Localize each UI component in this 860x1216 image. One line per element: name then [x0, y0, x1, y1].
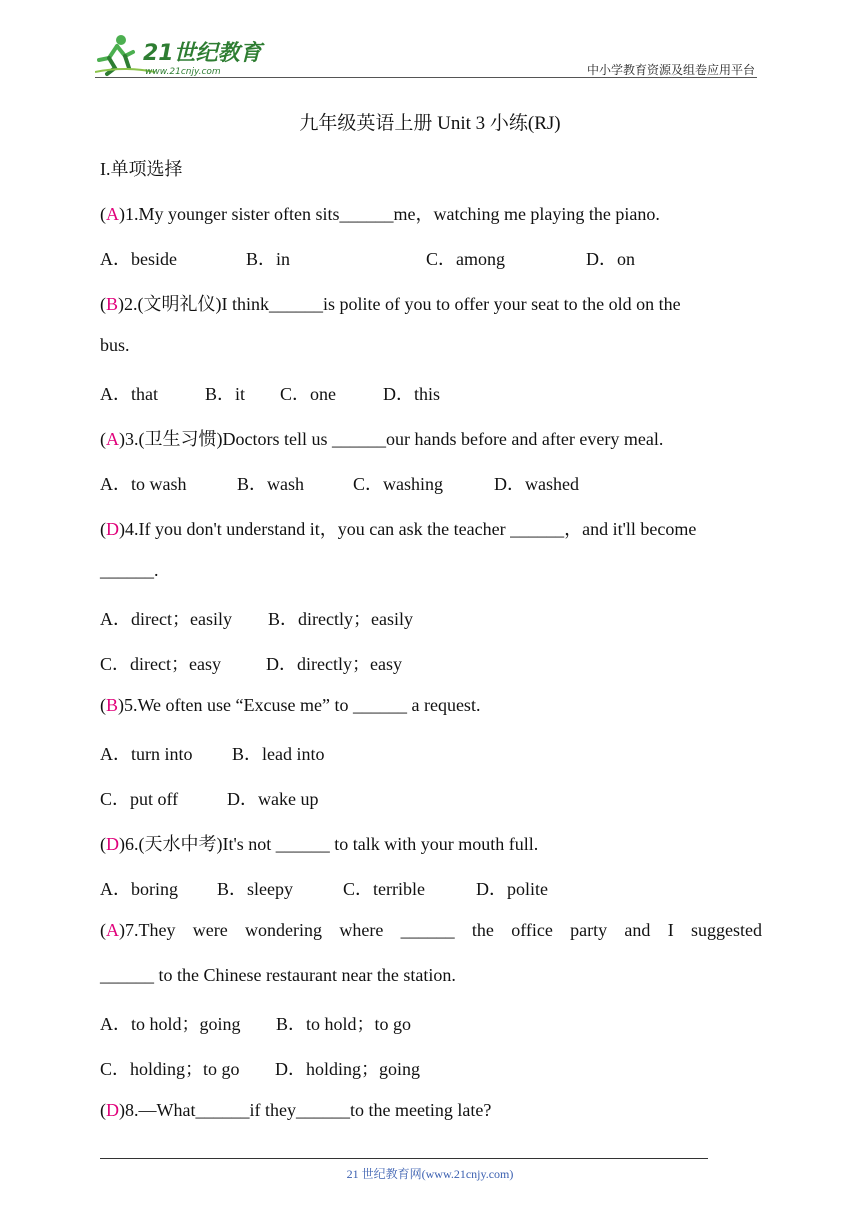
question-4-options-row1 [100, 605, 762, 631]
question-2-options [100, 380, 762, 406]
question-2-continuation: bus. [100, 335, 130, 355]
question-1: (A)1.My younger sister often sits______me，watching me playing the piano. [100, 204, 660, 224]
question-5: (B)5.We often use “Excuse me” to ______ a request. [100, 695, 481, 715]
answer-key: A [106, 204, 119, 224]
question-7-options-row1 [100, 1010, 762, 1036]
question-1-options [100, 245, 762, 271]
question-4-options-row2 [100, 650, 762, 676]
option-d: D．holding；going [275, 1059, 421, 1079]
question-2: (B)2.(文明礼仪)I think______is polite of you to offer your seat to the old on the [100, 294, 681, 314]
question-4-continuation: ______. [100, 560, 159, 580]
section-heading: I.单项选择 [100, 159, 183, 179]
option-d: D．directly；easy [266, 654, 402, 674]
svg-text:www.21cnjy.com: www.21cnjy.com [145, 67, 221, 77]
question-text: )3.(卫生习惯)Doctors tell us ______our hands before and after every meal. [119, 429, 664, 449]
question-text: )1.My younger sister often sits______me，watching me playing the piano. [119, 204, 660, 224]
question-6: (D)6.(天水中考)It's not ______ to talk with your mouth full. [100, 834, 539, 854]
answer-key: D [106, 519, 119, 539]
answer-key: A [106, 429, 119, 449]
option-a: A．direct；easily [100, 609, 232, 629]
option-c: C．terrible [343, 879, 425, 899]
answer-key: D [106, 1100, 119, 1120]
option-a: A．to hold；going [100, 1014, 241, 1034]
option-a: A．turn into [100, 744, 193, 764]
option-b: B．it [205, 384, 246, 404]
question-5-options-row2 [100, 785, 762, 811]
option-a: A．boring [100, 879, 178, 899]
svg-text:21世纪教育: 21世纪教育 [143, 41, 262, 66]
option-d: D．this [383, 384, 441, 404]
footer-source: 21 世纪教育网(www.21cnjy.com) [346, 1167, 514, 1181]
option-b: B．directly；easily [268, 609, 413, 629]
question-5-options-row1 [100, 740, 762, 766]
option-c: C．among [426, 249, 505, 269]
question-7-options-row2 [100, 1055, 762, 1081]
answer-key: D [106, 834, 119, 854]
question-3-options [100, 470, 762, 496]
option-c: C．put off [100, 789, 179, 809]
option-c: C．holding；to go [100, 1059, 240, 1079]
option-b: B．to hold；to go [276, 1014, 412, 1034]
footer-divider [100, 1158, 708, 1159]
option-d: D．wake up [227, 789, 319, 809]
question-6-options [100, 875, 762, 901]
header-divider [95, 77, 757, 78]
question-text: )5.We often use “Excuse me” to ______ a request. [118, 695, 481, 715]
option-a: A．beside [100, 249, 177, 269]
answer-key: B [106, 695, 119, 715]
question-3: (A)3.(卫生习惯)Doctors tell us ______our hands before and after every meal. [100, 429, 664, 449]
question-text: )2.(文明礼仪)I think______is polite of you to offer your seat to the old on the [118, 294, 681, 314]
question-7-continuation: ______ to the Chinese restaurant near the station. [100, 965, 456, 985]
option-c: C．one [280, 384, 336, 404]
option-d: D．on [586, 249, 635, 269]
question-text: )6.(天水中考)It's not ______ to talk with your mouth full. [119, 834, 539, 854]
option-c: C．direct；easy [100, 654, 221, 674]
option-b: B．lead into [232, 744, 325, 764]
question-text: )4.If you don't understand it，you can ask the teacher ______，and it'll become [119, 519, 697, 539]
platform-tagline: 中小学教育资源及组卷应用平台 [586, 63, 755, 77]
option-a: A．that [100, 384, 158, 404]
page-header [95, 32, 757, 78]
question-7: (A)7.They were wondering where ______ the office party and I suggested [100, 920, 762, 940]
21cnjy-logo [95, 32, 265, 78]
option-b: B．in [246, 249, 291, 269]
question-text: )7.They were wondering where ______ the office party and I suggested [119, 920, 762, 940]
option-d: D．washed [494, 474, 579, 494]
option-a: A．to wash [100, 474, 187, 494]
option-b: B．wash [237, 474, 304, 494]
option-b: B．sleepy [217, 879, 293, 899]
question-4: (D)4.If you don't understand it，you can ask the teacher ______，and it'll become [100, 519, 697, 539]
question-text: )8.—What______if they______to the meeting late? [119, 1100, 492, 1120]
page-title: 九年级英语上册 Unit 3 小练(RJ) [299, 113, 561, 134]
question-8: (D)8.—What______if they______to the meeting late? [100, 1100, 492, 1120]
answer-key: A [106, 920, 119, 940]
option-c: C．washing [353, 474, 443, 494]
option-d: D．polite [476, 879, 548, 899]
answer-key: B [106, 294, 119, 314]
